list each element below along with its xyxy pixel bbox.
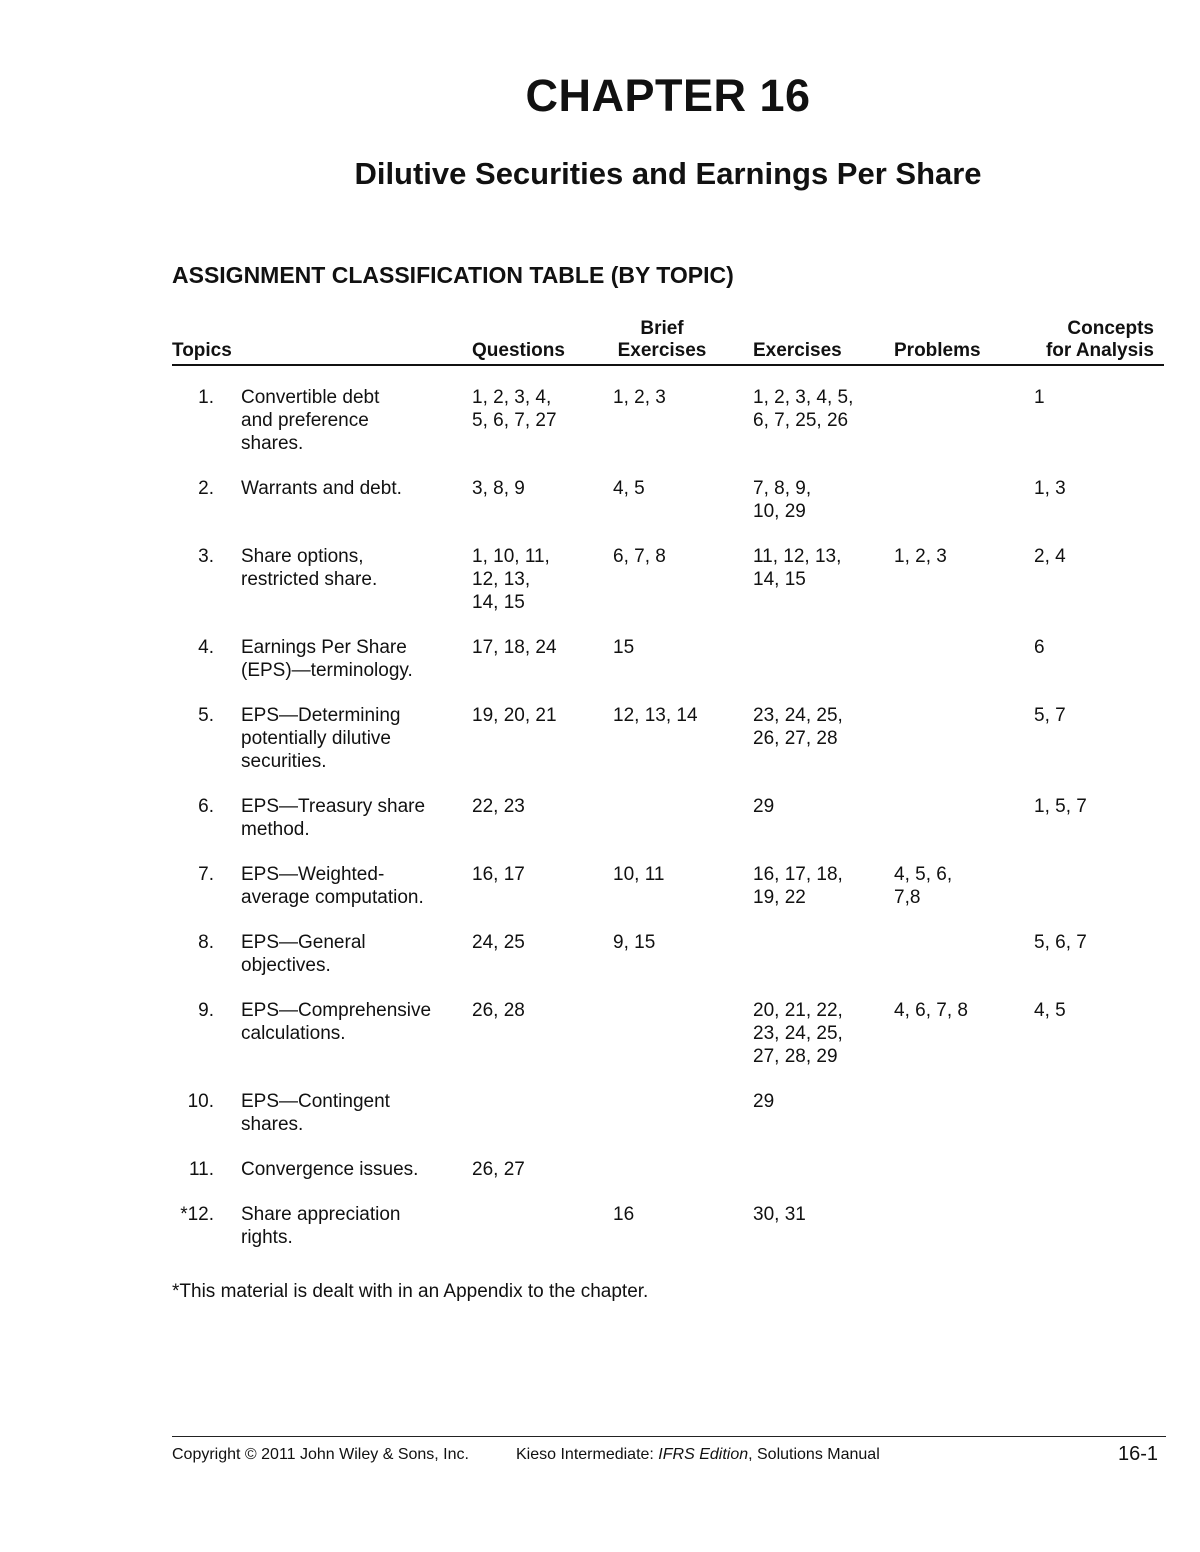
topic-name: Share options, restricted share. xyxy=(241,546,378,590)
topic-number: 1. xyxy=(198,387,214,408)
topic-number: 11. xyxy=(188,1159,214,1180)
chapter-title: CHAPTER 16 xyxy=(525,70,811,121)
brief-exercises-cell: 6, 7, 8 xyxy=(613,546,666,567)
header-problems: Problems xyxy=(894,340,981,361)
exercises-cell: 11, 12, 13, 14, 15 xyxy=(753,546,842,590)
exercises-cell: 20, 21, 22, 23, 24, 25, 27, 28, 29 xyxy=(753,1000,843,1067)
table-row xyxy=(172,477,1164,523)
book-title-edition: IFRS Edition xyxy=(658,1446,749,1463)
page-number: 16-1 xyxy=(1117,1443,1158,1465)
brief-exercises-cell: 9, 15 xyxy=(613,932,656,953)
topic-number: 5. xyxy=(198,705,214,726)
header-concepts-for-analysis xyxy=(1032,318,1154,362)
table-header xyxy=(172,318,1164,366)
header-concepts-line2: for Analysis xyxy=(1045,340,1154,361)
brief-exercises-cell: 16 xyxy=(613,1204,635,1225)
table-row xyxy=(172,795,1164,841)
topic-number: 2. xyxy=(198,478,214,499)
concepts-cell: 5, 7 xyxy=(1034,705,1066,726)
book-title xyxy=(516,1446,880,1464)
topic-name: Earnings Per Share (EPS)—terminology. xyxy=(241,637,413,681)
table-row xyxy=(172,931,1164,977)
concepts-cell: 1, 3 xyxy=(1034,478,1066,499)
topic-name: EPS—Determining potentially dilutive securities. xyxy=(241,705,401,772)
table-row xyxy=(172,999,1164,1068)
topic-name: EPS—Comprehensive calculations. xyxy=(241,1000,432,1044)
exercises-cell: 1, 2, 3, 4, 5, 6, 7, 25, 26 xyxy=(753,387,854,431)
questions-cell: 26, 28 xyxy=(472,1000,525,1021)
header-questions: Questions xyxy=(472,340,565,361)
exercises-cell: 29 xyxy=(753,796,775,817)
questions-cell: 19, 20, 21 xyxy=(472,705,557,726)
brief-exercises-cell: 12, 13, 14 xyxy=(613,705,698,726)
table-row xyxy=(172,386,1164,455)
questions-cell: 26, 27 xyxy=(472,1159,525,1180)
header-topics: Topics xyxy=(172,340,232,361)
brief-exercises-cell: 10, 11 xyxy=(613,864,665,885)
exercises-cell: 23, 24, 25, 26, 27, 28 xyxy=(753,705,843,749)
questions-cell: 3, 8, 9 xyxy=(472,478,525,499)
concepts-cell: 1 xyxy=(1034,387,1045,408)
header-brief-line1: Brief xyxy=(640,318,684,339)
questions-cell: 22, 23 xyxy=(472,796,525,817)
questions-cell: 16, 17 xyxy=(472,864,525,885)
section-heading: ASSIGNMENT CLASSIFICATION TABLE (BY TOPIC) xyxy=(172,262,734,288)
questions-cell: 1, 2, 3, 4, 5, 6, 7, 27 xyxy=(472,387,557,431)
topic-name: Share appreciation rights. xyxy=(241,1204,401,1248)
brief-exercises-cell: 4, 5 xyxy=(613,478,645,499)
exercises-cell: 29 xyxy=(753,1091,775,1112)
chapter-subtitle: Dilutive Securities and Earnings Per Share xyxy=(354,156,982,191)
concepts-cell: 6 xyxy=(1034,637,1045,658)
problems-cell: 4, 5, 6, 7,8 xyxy=(894,864,953,908)
exercises-cell: 30, 31 xyxy=(753,1204,806,1225)
topic-number: 7. xyxy=(198,864,214,885)
brief-exercises-cell: 1, 2, 3 xyxy=(613,387,666,408)
concepts-cell: 4, 5 xyxy=(1034,1000,1066,1021)
book-title-suffix: , Solutions Manual xyxy=(748,1446,880,1463)
exercises-cell: 16, 17, 18, 19, 22 xyxy=(753,864,843,908)
table-row xyxy=(172,1090,1164,1136)
topic-number: *12. xyxy=(180,1204,214,1225)
brief-exercises-cell: 15 xyxy=(613,637,635,658)
table-row xyxy=(172,704,1164,773)
topic-name: EPS—Weighted- average computation. xyxy=(241,864,424,908)
topic-number: 10. xyxy=(187,1091,214,1112)
concepts-cell: 5, 6, 7 xyxy=(1034,932,1087,953)
concepts-cell: 2, 4 xyxy=(1034,546,1066,567)
copyright-text: Copyright © 2011 John Wiley & Sons, Inc. xyxy=(172,1446,469,1463)
topic-number: 4. xyxy=(198,637,214,658)
header-brief-line2: Exercises xyxy=(617,340,707,361)
questions-cell: 1, 10, 11, 12, 13, 14, 15 xyxy=(472,546,550,613)
table-row xyxy=(172,863,1164,909)
topic-name: Convergence issues. xyxy=(241,1159,419,1180)
table-row xyxy=(172,1203,1164,1249)
footnote: *This material is dealt with in an Appendix to the chapter. xyxy=(172,1281,649,1302)
header-exercises: Exercises xyxy=(753,340,842,361)
problems-cell: 4, 6, 7, 8 xyxy=(894,1000,968,1021)
exercises-cell: 7, 8, 9, 10, 29 xyxy=(753,478,812,522)
questions-cell: 24, 25 xyxy=(472,932,525,953)
topic-name: EPS—General objectives. xyxy=(241,932,366,976)
topic-name: Warrants and debt. xyxy=(241,478,402,499)
topic-name: Convertible debt and preference shares. xyxy=(241,387,380,454)
table-row xyxy=(172,636,1164,682)
header-concepts-line1: Concepts xyxy=(1067,318,1154,339)
questions-cell: 17, 18, 24 xyxy=(472,637,557,658)
topic-number: 3. xyxy=(198,546,214,567)
table-body xyxy=(172,386,1164,1271)
topic-number: 6. xyxy=(198,796,214,817)
footer-divider xyxy=(172,1436,1166,1437)
topic-name: EPS—Contingent shares. xyxy=(241,1091,390,1135)
topic-name: EPS—Treasury share method. xyxy=(241,796,426,840)
topic-number: 9. xyxy=(198,1000,214,1021)
problems-cell: 1, 2, 3 xyxy=(894,546,947,567)
topic-number: 8. xyxy=(198,932,214,953)
book-title-prefix: Kieso Intermediate: xyxy=(516,1446,659,1463)
table-row xyxy=(172,545,1164,614)
concepts-cell: 1, 5, 7 xyxy=(1034,796,1087,817)
table-row xyxy=(172,1158,1164,1181)
header-brief-exercises xyxy=(613,318,711,362)
